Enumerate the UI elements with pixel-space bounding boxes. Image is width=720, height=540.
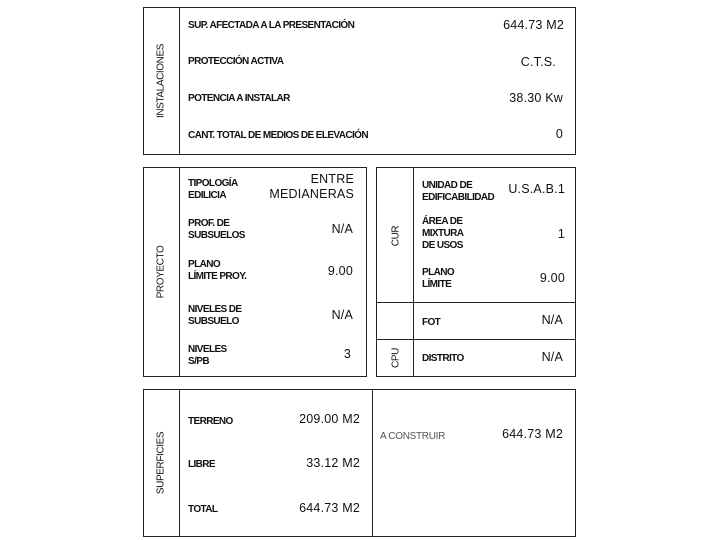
terreno-label: TERRENO <box>188 416 233 427</box>
distrito-value: N/A <box>541 350 563 364</box>
libre-value: 33.12 M2 <box>306 456 360 470</box>
niveles-subsuelo-label: NIVELES DE SUBSUELO <box>188 304 242 327</box>
medios-elevacion-label: CANT. TOTAL DE MEDIOS DE ELEVACIÓN <box>188 130 368 141</box>
prof-subsuelos-label: PROF. DE SUBSUELOS <box>188 218 245 241</box>
proyecto-divider <box>179 167 180 377</box>
plano-limite-value: 9.00 <box>539 271 565 285</box>
instalaciones-divider <box>179 7 180 155</box>
niveles-spb-value: 3 <box>343 347 351 361</box>
prof-subsuelos-value: N/A <box>331 222 353 236</box>
tipologia-value: ENTRE MEDIANERAS <box>269 172 354 201</box>
fot-value: N/A <box>541 313 563 327</box>
cpu-title: CPU <box>390 348 402 368</box>
niveles-spb-label: NIVELES S/PB <box>188 344 227 367</box>
potencia-label: POTENCIA A INSTALAR <box>188 93 290 104</box>
total-value: 644.73 M2 <box>299 501 360 515</box>
medios-elevacion-value: 0 <box>555 127 563 141</box>
cur-divider <box>413 167 414 377</box>
superficies-divider-mid <box>372 389 373 537</box>
total-label: TOTAL <box>188 504 218 515</box>
plano-limite-proy-value: 9.00 <box>327 264 353 278</box>
libre-label: LIBRE <box>188 459 216 470</box>
superficies-title: SUPERFICIES <box>155 431 167 495</box>
cur-title: CUR <box>390 225 402 247</box>
tipologia-label: TIPOLOGÍA EDILICIA <box>188 178 238 201</box>
instalaciones-title: INSTALACIONES <box>155 43 167 119</box>
proteccion-activa-value: C.T.S. <box>520 55 556 69</box>
unidad-edificabilidad-label: UNIDAD DE EDIFICABILIDAD <box>422 180 495 203</box>
niveles-subsuelo-value: N/A <box>331 308 353 322</box>
sup-afectada-value: 644.73 M2 <box>503 18 564 32</box>
superficies-divider-left <box>179 389 180 537</box>
plano-limite-proy-label: PLANO LÍMITE PROY. <box>188 259 247 282</box>
cpu-row-top-border <box>376 339 576 340</box>
fot-row-top-border <box>376 302 576 303</box>
distrito-label: DISTRITO <box>422 353 464 364</box>
sup-afectada-label: SUP. AFECTADA A LA PRESENTACIÓN <box>188 20 355 31</box>
fot-label: FOT <box>422 317 441 328</box>
potencia-value: 38.30 Kw <box>509 91 563 105</box>
proteccion-activa-label: PROTECCIÓN ACTIVA <box>188 56 284 67</box>
a-construir-value: 644.73 M2 <box>502 427 563 441</box>
proyecto-title: PROYECTO <box>155 245 167 299</box>
unidad-edificabilidad-value: U.S.A.B.1 <box>508 182 565 196</box>
a-construir-label: A CONSTRUIR <box>380 431 446 442</box>
area-mixtura-value: 1 <box>557 227 565 241</box>
area-mixtura-label: ÁREA DE MIXTURA DE USOS <box>422 216 464 251</box>
terreno-value: 209.00 M2 <box>299 412 360 426</box>
plano-limite-label: PLANO LÍMITE <box>422 267 455 290</box>
